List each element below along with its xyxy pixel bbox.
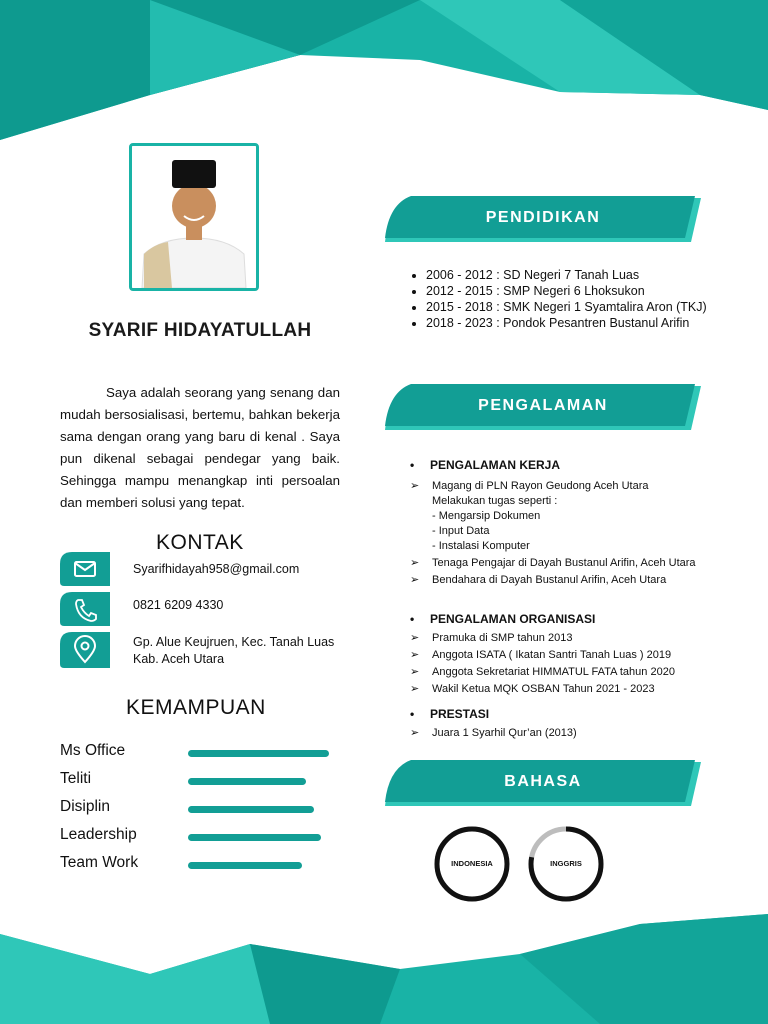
education-item: • 2015 - 2018 : SMK Negeri 1 Syamtalira Aron (TKJ) xyxy=(426,299,707,315)
experience-title: PENGALAMAN xyxy=(478,397,608,414)
skill-label: Teliti xyxy=(60,770,92,787)
about-text: Saya adalah seorang yang senang dan mudah bersosialisasi, bertemu, bahkan bekerja sama dengan orang yang baru di kenal . Saya pun dikenal sebagai pendegar yang baik. Sehingga mampu menangkap inti persoalan dan memberi solusi yang tepat. xyxy=(60,385,340,510)
skill-level-bar xyxy=(188,750,329,757)
item-text: Pramuka di SMP tahun 2013 xyxy=(432,632,573,644)
education-banner xyxy=(385,196,701,242)
arrow-bullet-icon: ➢ xyxy=(410,649,420,661)
profile-photo-frame xyxy=(129,143,259,291)
language-title: BAHASA xyxy=(504,773,582,790)
skill-label: Team Work xyxy=(60,854,139,871)
contact-address-row xyxy=(60,632,350,672)
contact-email-row xyxy=(60,552,350,586)
language-inggris xyxy=(527,825,605,903)
top-decoration xyxy=(0,0,768,150)
contact-email[interactable]: Syarifhidayah958@gmail.com xyxy=(133,562,300,576)
skill-label: Ms Office xyxy=(60,742,126,759)
phone-icon xyxy=(60,592,110,626)
list-item xyxy=(410,479,696,554)
prestasi-heading: • PRESTASI xyxy=(410,707,490,721)
education-list xyxy=(410,267,707,331)
about-paragraph xyxy=(60,382,340,514)
skill-row xyxy=(60,798,350,820)
prestasi-title: PRESTASI xyxy=(430,707,490,721)
item-line: - Input Data xyxy=(432,525,490,537)
skill-row xyxy=(60,742,350,764)
list-item xyxy=(410,682,675,697)
item-text: Wakil Ketua MQK OSBAN Tahun 2021 - 2023 xyxy=(432,683,655,695)
contact-phone-row xyxy=(60,592,350,626)
skill-level-bar xyxy=(188,778,306,785)
list-item xyxy=(410,665,675,680)
item-text: Bendahara di Dayah Bustanul Arifin, Aceh Utara xyxy=(432,574,667,586)
bottom-decoration xyxy=(0,914,768,1024)
education-item: • 2018 - 2023 : Pondok Pesantren Bustanul Arifin xyxy=(426,315,707,331)
item-text: Anggota Sekretariat HIMMATUL FATA tahun 2020 xyxy=(432,666,675,678)
arrow-bullet-icon: ➢ xyxy=(410,727,420,739)
arrow-bullet-icon: ➢ xyxy=(410,557,420,569)
org-experience-title: PENGALAMAN ORGANISASI xyxy=(430,612,596,626)
language-label: INGGRIS xyxy=(550,859,582,868)
education-item: • 2006 - 2012 : SD Negeri 7 Tanah Luas xyxy=(426,267,707,283)
list-item xyxy=(410,726,577,741)
contact-phone[interactable]: 0821 6209 4330 xyxy=(133,598,224,612)
skill-label: Leadership xyxy=(60,826,137,843)
work-experience-title: PENGALAMAN KERJA xyxy=(430,458,561,472)
contact-title: KONTAK xyxy=(156,531,244,554)
org-experience-heading: • PENGALAMAN ORGANISASI xyxy=(410,612,596,626)
skill-row xyxy=(60,854,350,876)
skill-level-bar xyxy=(188,862,302,869)
work-experience-heading: • PENGALAMAN KERJA xyxy=(410,458,561,472)
item-line: Melakukan tugas seperti : xyxy=(432,495,558,507)
list-item xyxy=(410,648,675,663)
prestasi-list xyxy=(410,726,577,743)
contact-address xyxy=(133,634,334,668)
item-line: - Instalasi Komputer xyxy=(432,540,530,552)
language-label: INDONESIA xyxy=(451,859,493,868)
org-experience-list xyxy=(410,631,675,699)
profile-photo xyxy=(132,146,256,288)
item-line: Magang di PLN Rayon Geudong Aceh Utara xyxy=(432,480,649,492)
work-experience-list xyxy=(410,479,696,590)
skills-title: KEMAMPUAN xyxy=(126,696,266,719)
education-item: • 2012 - 2015 : SMP Negeri 6 Lhoksukon xyxy=(426,283,707,299)
item-text: Anggota ISATA ( Ikatan Santri Tanah Luas ) 2019 xyxy=(432,649,672,661)
skill-label: Disiplin xyxy=(60,798,110,815)
language-indonesia xyxy=(433,825,511,903)
item-text: Juara 1 Syarhil Qur’an (2013) xyxy=(432,727,577,739)
item-text: Tenaga Pengajar di Dayah Bustanul Arifin, Aceh Utara xyxy=(432,557,696,569)
envelope-icon xyxy=(60,552,110,586)
skill-row xyxy=(60,770,350,792)
arrow-bullet-icon: ➢ xyxy=(410,683,420,695)
language-banner xyxy=(385,760,701,806)
skill-row xyxy=(60,826,350,848)
arrow-bullet-icon: ➢ xyxy=(410,632,420,644)
experience-banner xyxy=(385,384,701,430)
profile-name: SYARIF HIDAYATULLAH xyxy=(88,320,312,341)
list-item xyxy=(410,556,696,571)
item-line: - Mengarsip Dokumen xyxy=(432,510,541,522)
list-item xyxy=(410,573,696,588)
skill-level-bar xyxy=(188,834,321,841)
address-line-2: Kab. Aceh Utara xyxy=(133,652,225,666)
education-title: PENDIDIKAN xyxy=(485,209,601,226)
location-pin-icon xyxy=(60,632,110,668)
list-item xyxy=(410,631,675,646)
arrow-bullet-icon: ➢ xyxy=(410,480,420,492)
arrow-bullet-icon: ➢ xyxy=(410,574,420,586)
arrow-bullet-icon: ➢ xyxy=(410,666,420,678)
skill-level-bar xyxy=(188,806,314,813)
address-line-1: Gp. Alue Keujruen, Kec. Tanah Luas xyxy=(133,635,335,649)
